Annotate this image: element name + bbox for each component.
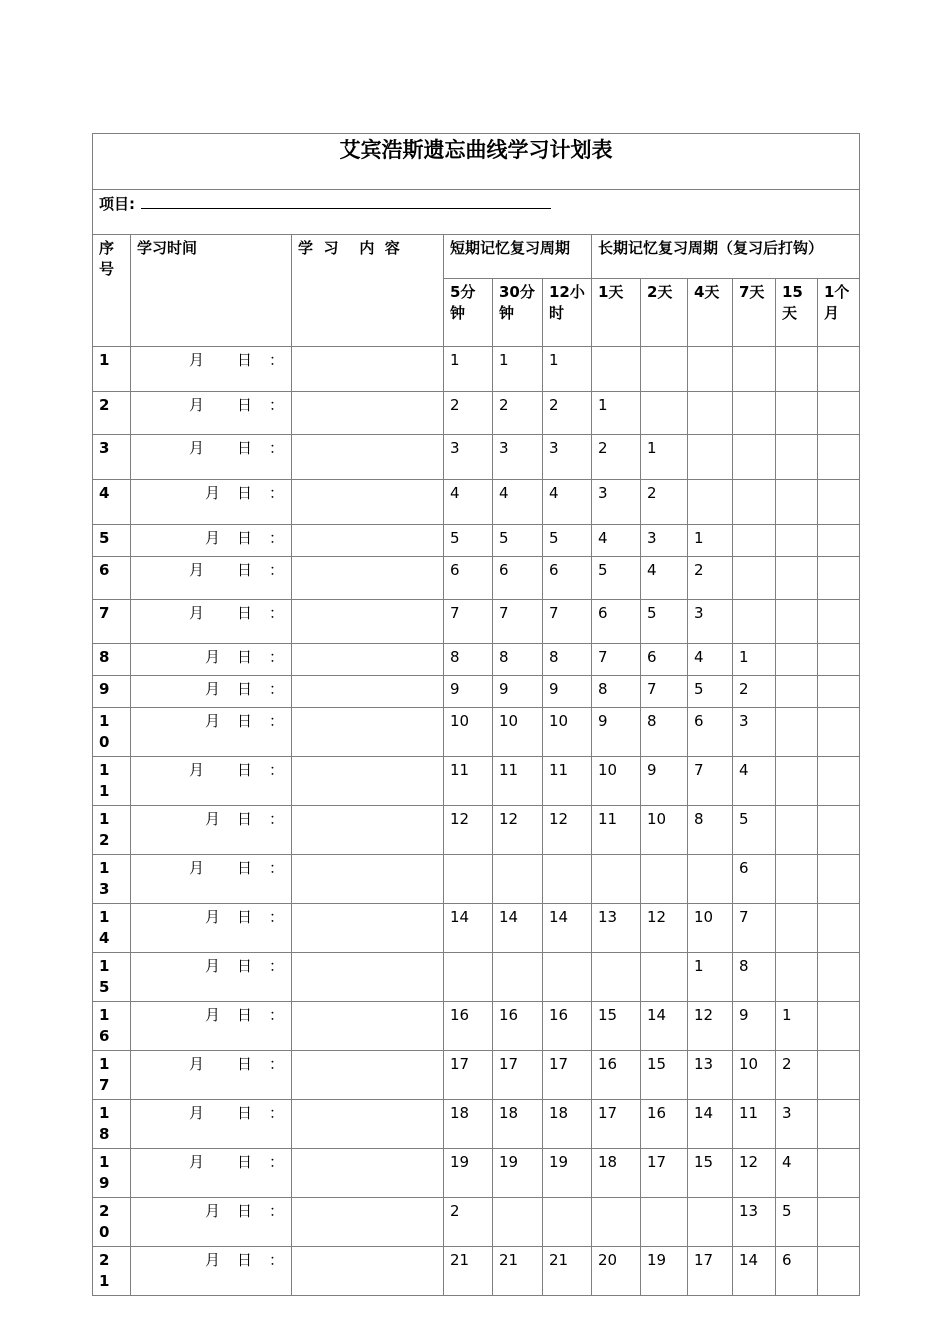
row-seq: 6 [93, 557, 131, 600]
row-seq: 20 [93, 1198, 131, 1247]
study-date-cell[interactable]: 月 日 ： [131, 757, 292, 806]
review-cell[interactable]: 6 [444, 557, 493, 600]
review-cell[interactable] [543, 953, 592, 1002]
review-cell[interactable]: 1 [444, 347, 493, 392]
study-date-cell[interactable]: 月 日 ： [131, 1198, 292, 1247]
review-cell[interactable]: 2 [688, 557, 733, 600]
review-cell[interactable]: 17 [641, 1149, 688, 1198]
review-cell[interactable]: 17 [688, 1247, 733, 1296]
review-cell[interactable]: 8 [641, 708, 688, 757]
study-date-cell[interactable]: 月 日 ： [131, 676, 292, 708]
review-cell[interactable] [818, 1002, 860, 1051]
review-cell[interactable]: 1 [543, 347, 592, 392]
review-cell[interactable]: 19 [493, 1149, 543, 1198]
review-cell[interactable] [592, 855, 641, 904]
header-interval: 1个月 [818, 279, 860, 347]
review-cell[interactable]: 2 [493, 392, 543, 435]
table-row [93, 855, 860, 904]
table-row [93, 557, 860, 600]
study-content-cell[interactable] [292, 392, 444, 435]
review-cell[interactable]: 10 [688, 904, 733, 953]
review-cell[interactable]: 3 [641, 525, 688, 557]
review-cell[interactable] [818, 953, 860, 1002]
review-cell[interactable] [818, 1198, 860, 1247]
row-seq: 12 [93, 806, 131, 855]
study-content-cell[interactable] [292, 806, 444, 855]
review-cell[interactable] [818, 525, 860, 557]
review-cell[interactable] [818, 757, 860, 806]
review-cell[interactable]: 17 [543, 1051, 592, 1100]
review-plan-table [92, 133, 860, 1296]
study-content-cell[interactable] [292, 708, 444, 757]
row-seq: 10 [93, 708, 131, 757]
review-cell[interactable]: 14 [733, 1247, 776, 1296]
header-short-term: 短期记忆复习周期 [444, 235, 592, 279]
review-cell[interactable] [688, 347, 733, 392]
row-seq: 15 [93, 953, 131, 1002]
study-date-cell[interactable]: 月 日 ： [131, 1247, 292, 1296]
table-row [93, 644, 860, 676]
review-cell[interactable] [733, 480, 776, 525]
review-cell[interactable]: 10 [444, 708, 493, 757]
review-cell[interactable]: 10 [641, 806, 688, 855]
table-row [93, 708, 860, 757]
review-cell[interactable]: 7 [444, 600, 493, 644]
study-date-cell[interactable]: 月 日 ： [131, 1002, 292, 1051]
table-row [93, 525, 860, 557]
review-cell[interactable] [818, 557, 860, 600]
review-cell[interactable] [776, 904, 818, 953]
study-date-cell[interactable]: 月 日 ： [131, 904, 292, 953]
review-cell[interactable]: 2 [641, 480, 688, 525]
table-row [93, 600, 860, 644]
review-cell[interactable]: 5 [592, 557, 641, 600]
review-cell[interactable]: 3 [733, 708, 776, 757]
review-cell[interactable]: 6 [688, 708, 733, 757]
review-cell[interactable]: 3 [493, 435, 543, 480]
row-seq: 14 [93, 904, 131, 953]
review-cell[interactable]: 8 [592, 676, 641, 708]
review-cell[interactable]: 5 [444, 525, 493, 557]
review-cell[interactable]: 11 [592, 806, 641, 855]
review-cell[interactable]: 4 [444, 480, 493, 525]
table-row [93, 1149, 860, 1198]
review-cell[interactable]: 17 [444, 1051, 493, 1100]
study-date-cell[interactable]: 月 日 ： [131, 525, 292, 557]
review-cell[interactable] [444, 855, 493, 904]
table-row [93, 1002, 860, 1051]
row-seq: 3 [93, 435, 131, 480]
review-cell[interactable]: 6 [776, 1247, 818, 1296]
review-cell[interactable] [776, 644, 818, 676]
review-cell[interactable] [733, 392, 776, 435]
review-cell[interactable]: 7 [733, 904, 776, 953]
study-date-cell[interactable]: 月 日 ： [131, 557, 292, 600]
review-cell[interactable]: 13 [733, 1198, 776, 1247]
study-content-cell[interactable] [292, 757, 444, 806]
review-cell[interactable] [776, 525, 818, 557]
review-cell[interactable]: 10 [733, 1051, 776, 1100]
row-seq: 8 [93, 644, 131, 676]
study-date-cell[interactable]: 月 日 ： [131, 392, 292, 435]
review-cell[interactable]: 17 [592, 1100, 641, 1149]
table-row [93, 953, 860, 1002]
study-content-cell[interactable] [292, 1247, 444, 1296]
review-cell[interactable]: 7 [688, 757, 733, 806]
review-cell[interactable]: 18 [592, 1149, 641, 1198]
study-content-cell[interactable] [292, 557, 444, 600]
review-cell[interactable]: 2 [444, 1198, 493, 1247]
table-row [93, 1198, 860, 1247]
review-cell[interactable] [444, 953, 493, 1002]
study-date-cell[interactable]: 月 日 ： [131, 480, 292, 525]
study-date-cell[interactable]: 月 日 ： [131, 1149, 292, 1198]
review-cell[interactable] [818, 644, 860, 676]
review-cell[interactable]: 1 [688, 525, 733, 557]
review-cell[interactable] [641, 953, 688, 1002]
study-content-cell[interactable] [292, 1100, 444, 1149]
review-cell[interactable] [776, 676, 818, 708]
project-label: 项目: [99, 195, 135, 213]
review-cell[interactable] [818, 392, 860, 435]
review-cell[interactable] [688, 435, 733, 480]
review-cell[interactable] [818, 806, 860, 855]
review-cell[interactable]: 4 [592, 525, 641, 557]
review-cell[interactable]: 1 [641, 435, 688, 480]
study-date-cell[interactable]: 月 日 ： [131, 435, 292, 480]
table-row [93, 435, 860, 480]
row-seq: 4 [93, 480, 131, 525]
review-cell[interactable] [543, 1198, 592, 1247]
row-seq: 7 [93, 600, 131, 644]
table-row [93, 347, 860, 392]
review-cell[interactable]: 15 [592, 1002, 641, 1051]
review-cell[interactable] [818, 347, 860, 392]
review-cell[interactable]: 14 [444, 904, 493, 953]
row-seq: 21 [93, 1247, 131, 1296]
review-cell[interactable]: 4 [493, 480, 543, 525]
study-date-cell[interactable]: 月 日 ： [131, 600, 292, 644]
review-cell[interactable]: 6 [543, 557, 592, 600]
review-cell[interactable]: 5 [641, 600, 688, 644]
review-cell[interactable]: 4 [733, 757, 776, 806]
review-cell[interactable]: 21 [444, 1247, 493, 1296]
review-cell[interactable] [776, 806, 818, 855]
review-cell[interactable]: 5 [733, 806, 776, 855]
header-interval: 7天 [733, 279, 776, 347]
row-seq: 1 [93, 347, 131, 392]
study-content-cell[interactable] [292, 1198, 444, 1247]
review-cell[interactable]: 4 [641, 557, 688, 600]
review-cell[interactable] [641, 1198, 688, 1247]
review-cell[interactable] [776, 347, 818, 392]
review-cell[interactable]: 6 [592, 600, 641, 644]
review-cell[interactable] [776, 600, 818, 644]
review-cell[interactable]: 1 [733, 644, 776, 676]
review-cell[interactable] [543, 855, 592, 904]
review-cell[interactable]: 3 [444, 435, 493, 480]
review-cell[interactable]: 12 [493, 806, 543, 855]
review-cell[interactable]: 1 [493, 347, 543, 392]
review-cell[interactable]: 13 [688, 1051, 733, 1100]
review-cell[interactable]: 20 [592, 1247, 641, 1296]
review-cell[interactable]: 19 [543, 1149, 592, 1198]
review-cell[interactable] [776, 708, 818, 757]
table-row [93, 806, 860, 855]
study-date-cell[interactable]: 月 日 ： [131, 708, 292, 757]
study-date-cell[interactable]: 月 日 ： [131, 953, 292, 1002]
table-row [93, 392, 860, 435]
review-cell[interactable]: 19 [641, 1247, 688, 1296]
project-input-line[interactable] [141, 194, 551, 209]
header-long-term: 长期记忆复习周期（复习后打钩） [592, 235, 860, 279]
review-cell[interactable]: 16 [444, 1002, 493, 1051]
review-cell[interactable]: 9 [493, 676, 543, 708]
review-cell[interactable] [641, 347, 688, 392]
review-cell[interactable]: 8 [444, 644, 493, 676]
review-cell[interactable]: 3 [688, 600, 733, 644]
row-seq: 11 [93, 757, 131, 806]
review-cell[interactable] [688, 480, 733, 525]
review-cell[interactable]: 9 [592, 708, 641, 757]
review-cell[interactable]: 10 [493, 708, 543, 757]
review-cell[interactable]: 11 [733, 1100, 776, 1149]
row-seq: 5 [93, 525, 131, 557]
review-cell[interactable]: 19 [444, 1149, 493, 1198]
review-cell[interactable]: 7 [493, 600, 543, 644]
table-row [93, 676, 860, 708]
review-cell[interactable]: 5 [776, 1198, 818, 1247]
review-cell[interactable] [733, 600, 776, 644]
review-cell[interactable] [818, 1051, 860, 1100]
review-cell[interactable] [776, 392, 818, 435]
review-cell[interactable] [592, 347, 641, 392]
review-cell[interactable]: 7 [641, 676, 688, 708]
review-cell[interactable]: 3 [592, 480, 641, 525]
study-content-cell[interactable] [292, 435, 444, 480]
review-cell[interactable] [818, 676, 860, 708]
header-interval: 4天 [688, 279, 733, 347]
review-cell[interactable] [641, 392, 688, 435]
review-cell[interactable] [493, 1198, 543, 1247]
review-cell[interactable]: 4 [688, 644, 733, 676]
row-seq: 16 [93, 1002, 131, 1051]
study-content-cell[interactable] [292, 1051, 444, 1100]
review-cell[interactable] [818, 1247, 860, 1296]
review-cell[interactable] [592, 953, 641, 1002]
review-cell[interactable]: 11 [444, 757, 493, 806]
page-title: 艾宾浩斯遗忘曲线学习计划表 [93, 134, 860, 190]
study-content-cell[interactable] [292, 600, 444, 644]
review-cell[interactable]: 2 [733, 676, 776, 708]
study-content-cell[interactable] [292, 644, 444, 676]
review-cell[interactable]: 21 [543, 1247, 592, 1296]
study-content-cell[interactable] [292, 676, 444, 708]
review-cell[interactable]: 16 [592, 1051, 641, 1100]
review-cell[interactable]: 18 [444, 1100, 493, 1149]
study-date-cell[interactable]: 月 日 ： [131, 1100, 292, 1149]
study-content-cell[interactable] [292, 904, 444, 953]
review-cell[interactable]: 12 [444, 806, 493, 855]
review-cell[interactable]: 16 [641, 1100, 688, 1149]
study-date-cell[interactable]: 月 日 ： [131, 347, 292, 392]
review-cell[interactable] [688, 392, 733, 435]
review-cell[interactable] [818, 435, 860, 480]
review-cell[interactable] [493, 953, 543, 1002]
review-cell[interactable] [776, 855, 818, 904]
review-cell[interactable] [818, 855, 860, 904]
table-row [93, 757, 860, 806]
review-cell[interactable]: 13 [592, 904, 641, 953]
study-content-cell[interactable] [292, 347, 444, 392]
review-cell[interactable] [818, 1100, 860, 1149]
review-cell[interactable]: 1 [776, 1002, 818, 1051]
review-cell[interactable]: 5 [493, 525, 543, 557]
table-row [93, 480, 860, 525]
review-cell[interactable] [733, 347, 776, 392]
header-interval: 1天 [592, 279, 641, 347]
review-cell[interactable] [818, 708, 860, 757]
review-cell[interactable] [776, 557, 818, 600]
header-interval: 15天 [776, 279, 818, 347]
review-cell[interactable]: 4 [543, 480, 592, 525]
review-cell[interactable] [776, 953, 818, 1002]
review-cell[interactable]: 16 [543, 1002, 592, 1051]
table-row [93, 1247, 860, 1296]
row-seq: 9 [93, 676, 131, 708]
review-cell[interactable]: 5 [543, 525, 592, 557]
review-cell[interactable] [641, 855, 688, 904]
review-cell[interactable]: 15 [641, 1051, 688, 1100]
review-cell[interactable]: 18 [543, 1100, 592, 1149]
review-cell[interactable] [776, 757, 818, 806]
review-cell[interactable]: 11 [543, 757, 592, 806]
review-cell[interactable]: 11 [493, 757, 543, 806]
review-cell[interactable]: 16 [493, 1002, 543, 1051]
review-cell[interactable]: 8 [733, 953, 776, 1002]
row-seq: 19 [93, 1149, 131, 1198]
study-content-cell[interactable] [292, 953, 444, 1002]
review-cell[interactable] [688, 1198, 733, 1247]
study-content-cell[interactable] [292, 525, 444, 557]
review-cell[interactable] [818, 600, 860, 644]
review-cell[interactable]: 8 [493, 644, 543, 676]
review-cell[interactable] [592, 1198, 641, 1247]
header-seq: 序号 [93, 235, 131, 347]
review-cell[interactable]: 2 [776, 1051, 818, 1100]
review-cell[interactable]: 9 [733, 1002, 776, 1051]
review-cell[interactable]: 1 [688, 953, 733, 1002]
review-cell[interactable]: 15 [688, 1149, 733, 1198]
row-seq: 13 [93, 855, 131, 904]
review-cell[interactable] [733, 435, 776, 480]
review-cell[interactable]: 2 [543, 392, 592, 435]
header-interval: 5分钟 [444, 279, 493, 347]
review-cell[interactable] [818, 904, 860, 953]
review-cell[interactable]: 2 [444, 392, 493, 435]
review-cell[interactable]: 7 [592, 644, 641, 676]
review-cell[interactable]: 2 [592, 435, 641, 480]
review-cell[interactable]: 3 [543, 435, 592, 480]
review-cell[interactable] [733, 525, 776, 557]
review-cell[interactable]: 9 [444, 676, 493, 708]
table-row [93, 904, 860, 953]
review-cell[interactable]: 12 [641, 904, 688, 953]
table-row [93, 1051, 860, 1100]
review-cell[interactable]: 9 [641, 757, 688, 806]
review-cell[interactable] [688, 855, 733, 904]
review-cell[interactable]: 8 [688, 806, 733, 855]
review-cell[interactable]: 14 [688, 1100, 733, 1149]
study-content-cell[interactable] [292, 1149, 444, 1198]
review-cell[interactable] [818, 1149, 860, 1198]
review-cell[interactable]: 9 [543, 676, 592, 708]
review-cell[interactable]: 6 [733, 855, 776, 904]
review-cell[interactable]: 5 [688, 676, 733, 708]
review-cell[interactable] [818, 480, 860, 525]
review-cell[interactable]: 14 [641, 1002, 688, 1051]
study-date-cell[interactable]: 月 日 ： [131, 1051, 292, 1100]
row-seq: 2 [93, 392, 131, 435]
study-date-cell[interactable]: 月 日 ： [131, 806, 292, 855]
study-date-cell[interactable]: 月 日 ： [131, 855, 292, 904]
review-cell[interactable]: 17 [493, 1051, 543, 1100]
review-cell[interactable] [776, 480, 818, 525]
review-cell[interactable]: 6 [641, 644, 688, 676]
review-cell[interactable]: 14 [493, 904, 543, 953]
header-content: 学 习 内 容 [292, 235, 444, 347]
header-study-time: 学习时间 [131, 235, 292, 347]
review-cell[interactable] [493, 855, 543, 904]
review-cell[interactable]: 21 [493, 1247, 543, 1296]
study-content-cell[interactable] [292, 480, 444, 525]
table-row [93, 1100, 860, 1149]
row-seq: 17 [93, 1051, 131, 1100]
review-cell[interactable]: 14 [543, 904, 592, 953]
review-cell[interactable]: 10 [543, 708, 592, 757]
review-cell[interactable]: 12 [733, 1149, 776, 1198]
header-interval: 12小时 [543, 279, 592, 347]
header-interval: 30分钟 [493, 279, 543, 347]
review-cell[interactable] [776, 435, 818, 480]
header-interval: 2天 [641, 279, 688, 347]
row-seq: 18 [93, 1100, 131, 1149]
review-cell[interactable] [733, 557, 776, 600]
review-cell[interactable]: 12 [688, 1002, 733, 1051]
review-cell[interactable]: 6 [493, 557, 543, 600]
review-cell[interactable]: 8 [543, 644, 592, 676]
study-date-cell[interactable]: 月 日 ： [131, 644, 292, 676]
study-content-cell[interactable] [292, 1002, 444, 1051]
review-cell[interactable]: 18 [493, 1100, 543, 1149]
review-cell[interactable]: 1 [592, 392, 641, 435]
review-cell[interactable]: 12 [543, 806, 592, 855]
study-content-cell[interactable] [292, 855, 444, 904]
review-cell[interactable]: 4 [776, 1149, 818, 1198]
review-cell[interactable]: 10 [592, 757, 641, 806]
review-cell[interactable]: 7 [543, 600, 592, 644]
review-cell[interactable]: 3 [776, 1100, 818, 1149]
